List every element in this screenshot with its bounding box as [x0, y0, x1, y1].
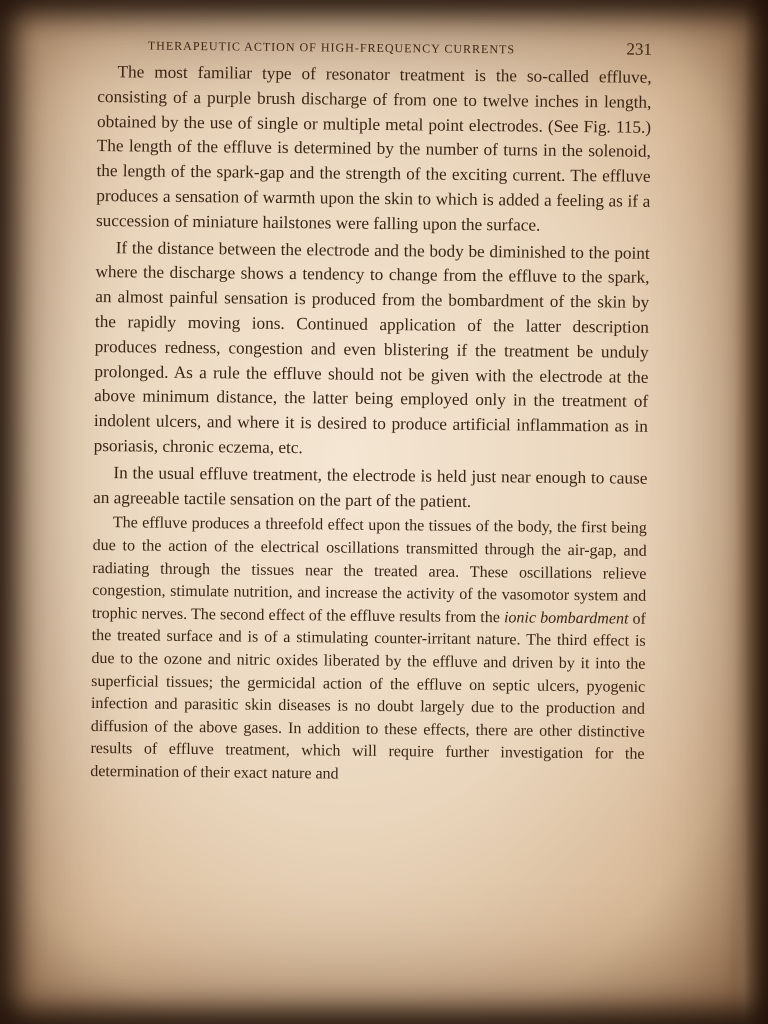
paragraph-4-text-after: of the treated surface and is of a stimulating counter-irritant nature. The third effect is due to the ozone and nitric oxides liberated by the effluve and driven by it into the superficial tissues; the germicidal action of the effluve on septic ulcers, pyogenic infection and parasitic skin diseases is no doubt largely due to the production and diffusion of the above gases. In addition to these effects, there are other distinctive results of effluve treatment, which will require further investigation for the determination of their exact nature and	[90, 610, 647, 783]
book-page	[88, 34, 652, 990]
paragraph-2: If the distance between the electrode and the body be diminished to the point where the discharge shows a tendency to change from the effluve to the spark, an almost painful sensation is produced from the bombardment of the skin by the rapidly moving ions. Continued application of the latter description produces redness, congestion and even blistering if the treatment be unduly prolonged. As a rule the effluve should not be given with the electrode at the above minimum distance, the latter being employed only in the treatment of indolent ulcers, and where it is desired to produce artificial inflammation as in psoriasis, chronic eczema, etc.	[93, 237, 650, 458]
page-number: 231	[626, 39, 652, 59]
paragraph-3: In the usual effluve treatment, the electrode is held just near enough to cause an agreeable tactile sensation on the part of the patient.	[93, 462, 648, 511]
running-head-title: THERAPEUTIC ACTION OF HIGH-FREQUENCY CURRENTS	[147, 38, 516, 57]
running-head	[98, 34, 652, 60]
paragraph-4	[90, 512, 647, 789]
page-edge	[734, 0, 768, 1024]
paragraph-4-emphasis: ionic bombardment	[503, 609, 629, 628]
paragraph-1: The most familiar type of resonator treatment is the so-called effluve, consisting of a purple brush discharge of from one to twelve inches in length, obtained by the use of single or multiple metal point electrodes. (See Fig. 115.) The length of the effluve is determined by the number of turns in the solenoid, the length of the spark-gap and the strength of the exciting current. The effluve produces a sensation of warmth upon the skin to which is added a feeling as if a succession of miniature hailstones were falling upon the surface.	[95, 62, 652, 235]
paragraph-4-text-before: The effluve produces a threefold effect upon the tissues of the body, the first being due to the action of the electrical oscillations transmitted through the air-gap, and radiating through the tissues near the treated area. These oscillations relieve congestion, stimulate nutrition, and increase the activity of the vasomotor system and trophic nerves. The second effect of the effluve results from the	[91, 514, 647, 627]
